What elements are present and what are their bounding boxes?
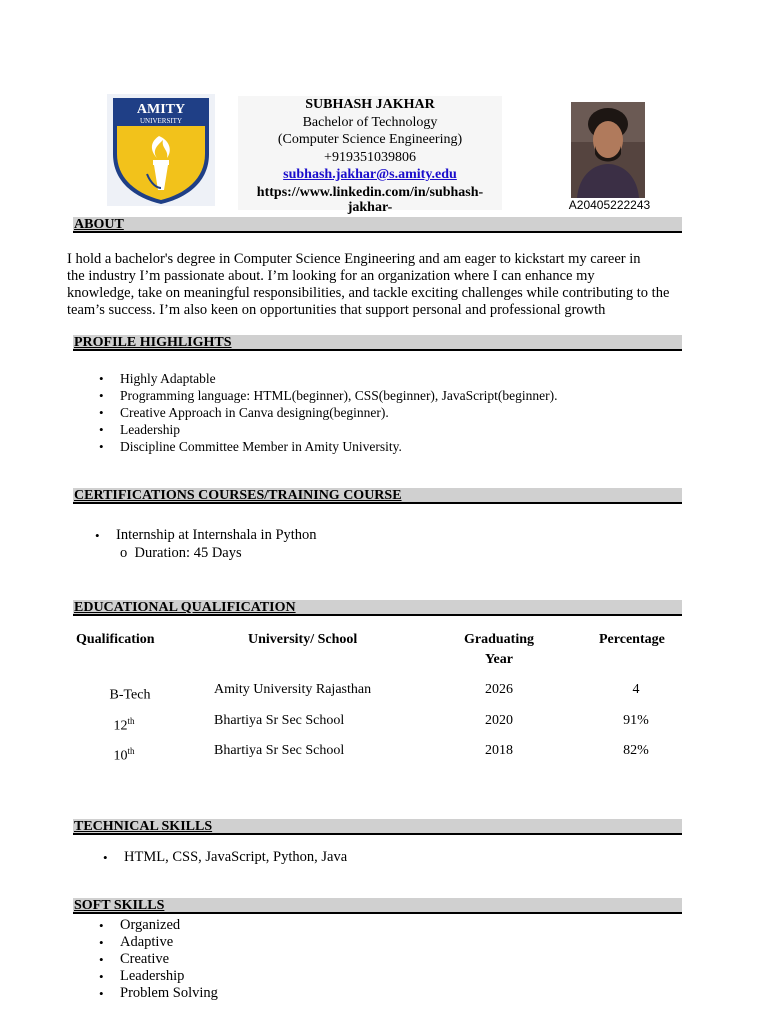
email-row — [238, 166, 502, 183]
list-item: • Adaptive — [120, 934, 218, 951]
table-cell-percentage: 91% — [623, 713, 649, 728]
list-item: • Creative Approach in Canva designing(beginner). — [120, 404, 558, 421]
certification-duration: Duration: 45 Days — [134, 545, 242, 561]
svg-text:AMITY: AMITY — [136, 102, 186, 117]
about-line: I hold a bachelor's degree in Computer Science Engineering and am eager to kickstart my career in — [67, 251, 641, 267]
soft-skills-list — [120, 917, 218, 1002]
list-item: • Problem Solving — [120, 985, 218, 1002]
table-cell-percentage: 4 — [632, 682, 640, 697]
table-cell-qualification: 12th — [113, 716, 135, 734]
table-cell-qualification: 10th — [113, 746, 135, 764]
table-cell-school: Bhartiya Sr Sec School — [214, 713, 345, 728]
list-item: • Creative — [120, 951, 218, 968]
section-header-education: EDUCATIONAL QUALIFICATION — [73, 600, 682, 616]
table-cell-school: Bhartiya Sr Sec School — [214, 743, 345, 758]
section-header-certifications: CERTIFICATIONS COURSES/TRAINING COURSE — [73, 488, 682, 504]
sub-bullet-marker: o — [120, 545, 128, 561]
certifications-list — [116, 527, 317, 544]
column-header-percentage: Percentage — [599, 632, 665, 647]
technical-skills-list — [124, 849, 347, 866]
branch: (Computer Science Engineering) — [277, 132, 463, 147]
certification-sub-item — [120, 545, 242, 562]
list-item: • HTML, CSS, JavaScript, Python, Java — [124, 849, 347, 866]
profile-highlights-list — [120, 370, 558, 455]
section-header-soft-skills: SOFT SKILLS — [73, 898, 682, 914]
list-item: • Organized — [120, 917, 218, 934]
degree: Bachelor of Technology — [302, 115, 438, 130]
list-item: • Programming language: HTML(beginner), CSS(beginner), JavaScript(beginner). — [120, 387, 558, 404]
svg-text:UNIVERSITY: UNIVERSITY — [140, 117, 182, 125]
about-line: the industry I’m passionate about. I’m looking for an organization where I can enhance my — [67, 268, 595, 284]
candidate-name: SUBHASH JAKHAR — [305, 97, 435, 112]
linkedin-url-line1: https://www.linkedin.com/in/subhash- — [256, 185, 484, 200]
student-id: A20405222243 — [568, 198, 651, 212]
linkedin-url-line2: jakhar- — [347, 200, 393, 215]
profile-photo — [571, 102, 645, 198]
table-cell-school: Amity University Rajasthan — [214, 682, 372, 697]
table-cell-year: 2018 — [485, 743, 513, 758]
list-item: • Highly Adaptable — [120, 370, 558, 387]
table-cell-percentage: 82% — [623, 743, 649, 758]
about-line: knowledge, take on meaningful responsibilities, and tackle exciting challenges while contributing to the — [67, 285, 670, 301]
section-header-technical-skills: TECHNICAL SKILLS — [73, 819, 682, 835]
about-line: team’s success. I’m also keen on opportunities that support personal and professional growth — [67, 302, 606, 318]
column-header-school: University/ School — [248, 632, 358, 647]
list-item: • Discipline Committee Member in Amity University. — [120, 438, 558, 455]
list-item: • Leadership — [120, 421, 558, 438]
amity-university-logo — [107, 94, 215, 206]
table-cell-qualification: B-Tech — [109, 687, 151, 703]
section-header-about: ABOUT — [73, 217, 682, 233]
column-header-qualification: Qualification — [76, 632, 155, 647]
column-header-year: Graduating Year — [463, 632, 534, 667]
table-cell-year: 2020 — [485, 713, 513, 728]
phone-number: +919351039806 — [324, 150, 416, 165]
list-item: • Leadership — [120, 968, 218, 985]
about-paragraph — [67, 251, 717, 319]
list-item: • Internship at Internshala in Python — [116, 527, 317, 544]
email-link[interactable]: subhash.jakhar@s.amity.edu — [283, 167, 457, 182]
section-header-profile-highlights: PROFILE HIGHLIGHTS — [73, 335, 682, 351]
table-cell-year: 2026 — [485, 682, 513, 697]
